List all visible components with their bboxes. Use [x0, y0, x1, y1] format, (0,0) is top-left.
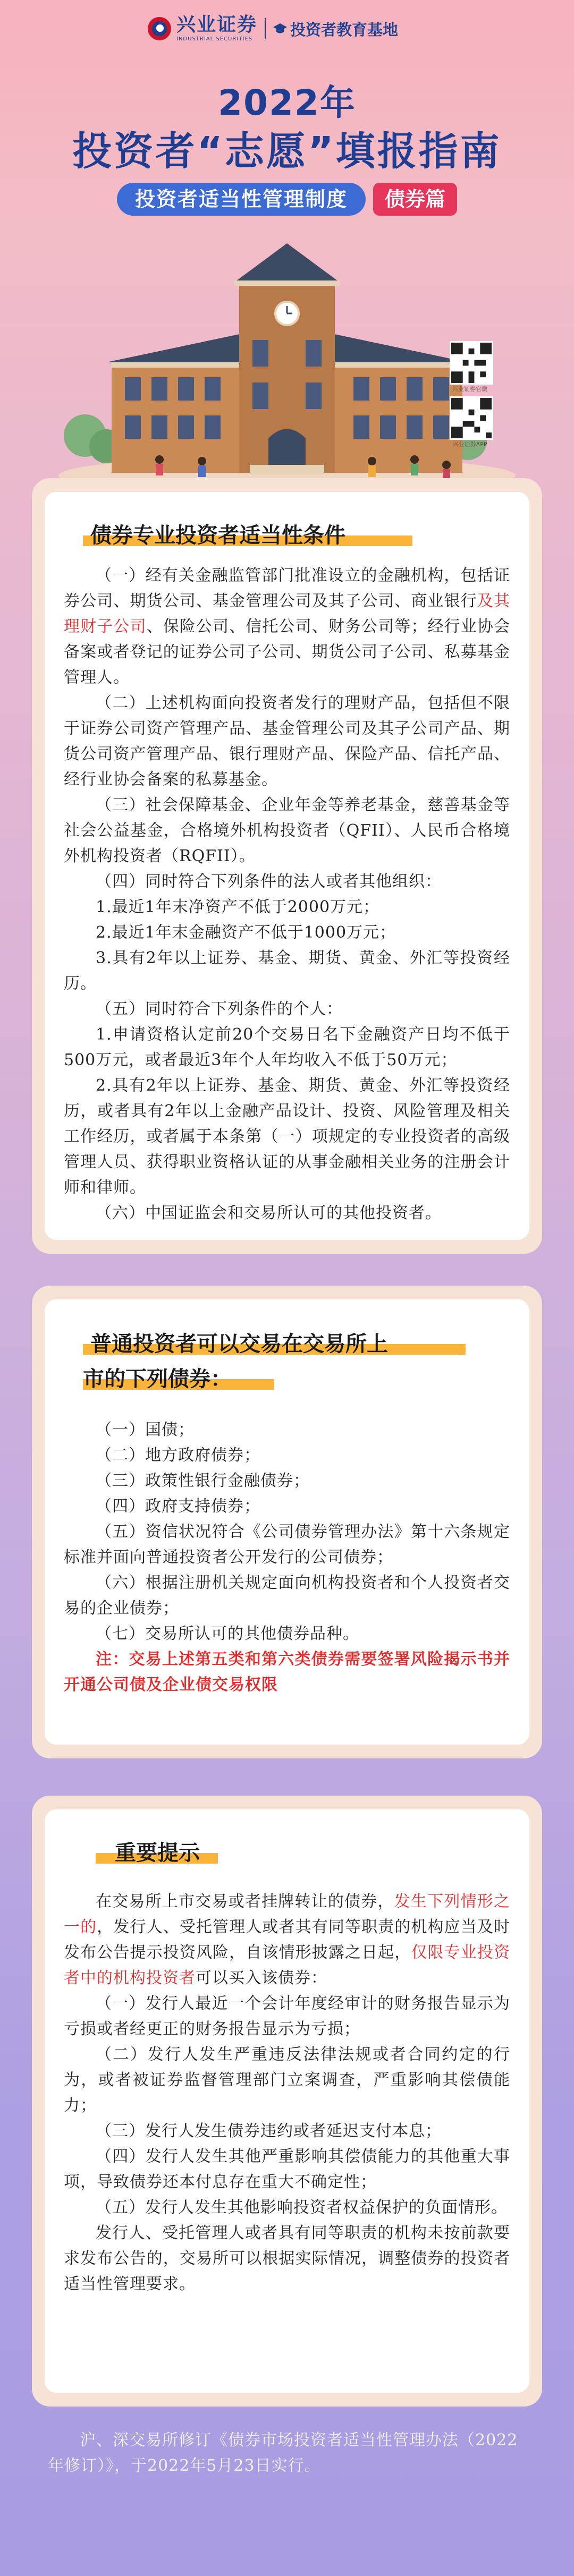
paragraph: （五）同时符合下列条件的个人：	[96, 1000, 343, 1018]
section3-body	[64, 1889, 510, 2297]
highlight-text: 及其理财子公司	[64, 592, 511, 636]
qr-code-icon	[451, 398, 492, 438]
paragraph: （二）上述机构面向投资者发行的理财产品，包括但不限于证券公司资产管理产品、基金管理公司及其子公司产品、期货公司资产管理产品、银行理财产品、保险产品、信托产品、经行业协会备案的私募基金。	[64, 694, 510, 789]
section3-title: 重要提示	[115, 1840, 200, 1865]
list-item: （七）交易所认可的其他债券品种。	[96, 1625, 359, 1643]
paragraph: （四）同时符合下列条件的法人或者其他组织：	[96, 872, 442, 891]
paragraph: （六）中国证监会和交易所认可的其他投资者。	[96, 1204, 442, 1222]
list-item: （四）政府支持债券；	[96, 1497, 260, 1516]
qr-label-wechat: 兴业证券官微	[452, 386, 487, 393]
qr-code-app	[450, 396, 493, 440]
list-item: （二）地方政府债券；	[96, 1446, 260, 1465]
paragraph: （一）经有关金融监管部门批准设立的金融机构，包括证券公司、期货公司、基金管理公司及其子公司、商业银行及其理财子公司、保险公司、信托公司、财务公司等；经行业协会备案或者登记的证券公司子公司、期货公司子公司、私募基金管理人。	[64, 566, 511, 687]
list-item: （一）发行人最近一个会计年度经审计的财务报告显示为亏损或者经更正的财务报告显示为亏损；	[64, 1994, 510, 2038]
paragraph: 1.最近1年末净资产不低于2000万元；	[96, 898, 380, 916]
section2-title-line1: 普通投资者可以交易在交易所上	[90, 1331, 388, 1356]
edu-base-label: 投资者教育基地	[290, 20, 399, 39]
building-illustration	[0, 223, 574, 494]
section1-title: 债券专业投资者适当性条件	[90, 523, 345, 548]
list-item: （五）资信状况符合《公司债券管理办法》第十六条规定标准并面向普通投资者公开发行的公司债券；	[64, 1523, 510, 1567]
section2-title-line2: 市的下列债券：	[83, 1366, 232, 1391]
brand-logo	[148, 15, 398, 42]
paragraph: 发行人、受托管理人或者具有同等职责的机构未按前款要求发布公告的，交易所可以根据实际情况，调整债券的投资者适当性管理要求。	[64, 2224, 510, 2293]
subtitle-row	[0, 183, 574, 216]
graduation-cap-icon	[273, 22, 287, 35]
paragraph: 2.具有2年以上证券、基金、期货、黄金、外汇等投资经历，或者具有2年以上金融产品设计、投资、风险管理及相关工作经历，或者属于本条第（一）项规定的专业投资者的高级管理人员、获得职业资格认证的从事金融相关业务的注册会计师和律师。	[64, 1076, 510, 1197]
title-year: 2022年	[218, 82, 356, 123]
header	[0, 0, 574, 53]
list-item: （四）发行人发生其他严重影响其偿债能力的其他重大事项，导致债券还本付息存在重大不确定性；	[64, 2147, 510, 2191]
page-title: 投资者“志愿”填报指南	[72, 129, 502, 174]
brand-english: INDUSTRIAL SECURITIES	[176, 36, 252, 42]
list-item: （三）发行人发生债券违约或者延迟支付本息；	[96, 2122, 442, 2140]
category-tag: 债券篇	[373, 183, 457, 216]
list-item: （三）政策性银行金融债券；	[96, 1472, 310, 1490]
brand-logo-icon	[148, 17, 171, 40]
subtitle-pill: 投资者适当性管理制度	[117, 183, 366, 216]
list-item: （一）国债；	[96, 1421, 195, 1439]
highlight-text: 发生下列情形之一的	[64, 1892, 510, 1936]
paragraph: 在交易所上市交易或者挂牌转让的债券，发生下列情形之一的，发行人、受托管理人或者其有同等职责的机构应当及时发布公告提示投资风险，自该情形披露之日起，仅限专业投资者中的机构投资者可以买入该债券：	[64, 1892, 511, 1987]
qr-label-app: 兴业证券APP	[452, 441, 487, 448]
highlight-text: 仅限专业投资者中的机构投资者	[64, 1943, 511, 1987]
qr-code-icon	[451, 343, 492, 383]
list-item: （六）根据注册机关规定面向机构投资者和个人投资者交易的企业债券；	[64, 1574, 510, 1618]
paragraph: 1.申请资格认定前20个交易日名下金融资产日均不低于500万元，或者最近3年个人年均收入不低于50万元；	[64, 1025, 510, 1069]
divider	[265, 18, 266, 39]
brand-name: 兴业证券	[176, 14, 258, 36]
qr-code-wechat	[450, 341, 493, 385]
paragraph: 2.最近1年末金融资产不低于1000万元；	[96, 923, 396, 942]
paragraph: （三）社会保障基金、企业年金等养老基金，慈善基金等社会公益基金，合格境外机构投资者（QFII）、人民币合格境外机构投资者（RQFII）。	[64, 796, 510, 865]
paragraph: 3.具有2年以上证券、基金、期货、黄金、外汇等投资经历。	[64, 949, 510, 993]
list-item: （二）发行人发生严重违反法律法规或者合同约定的行为，或者被证券监督管理部门立案调查，严重影响其偿债能力；	[64, 2045, 510, 2115]
note-text: 注：交易上述第五类和第六类债券需要签署风险揭示书并开通公司债及企业债交易权限	[64, 1650, 510, 1694]
section2-body	[64, 1417, 510, 1698]
footer-note: 沪、深交易所修订《债券市场投资者适当性管理办法（2022年修订）》，于2022年5月23日实行。	[48, 2431, 518, 2475]
section1-body	[64, 563, 510, 1226]
list-item: （五）发行人发生其他影响投资者权益保护的负面情形。	[96, 2198, 508, 2217]
